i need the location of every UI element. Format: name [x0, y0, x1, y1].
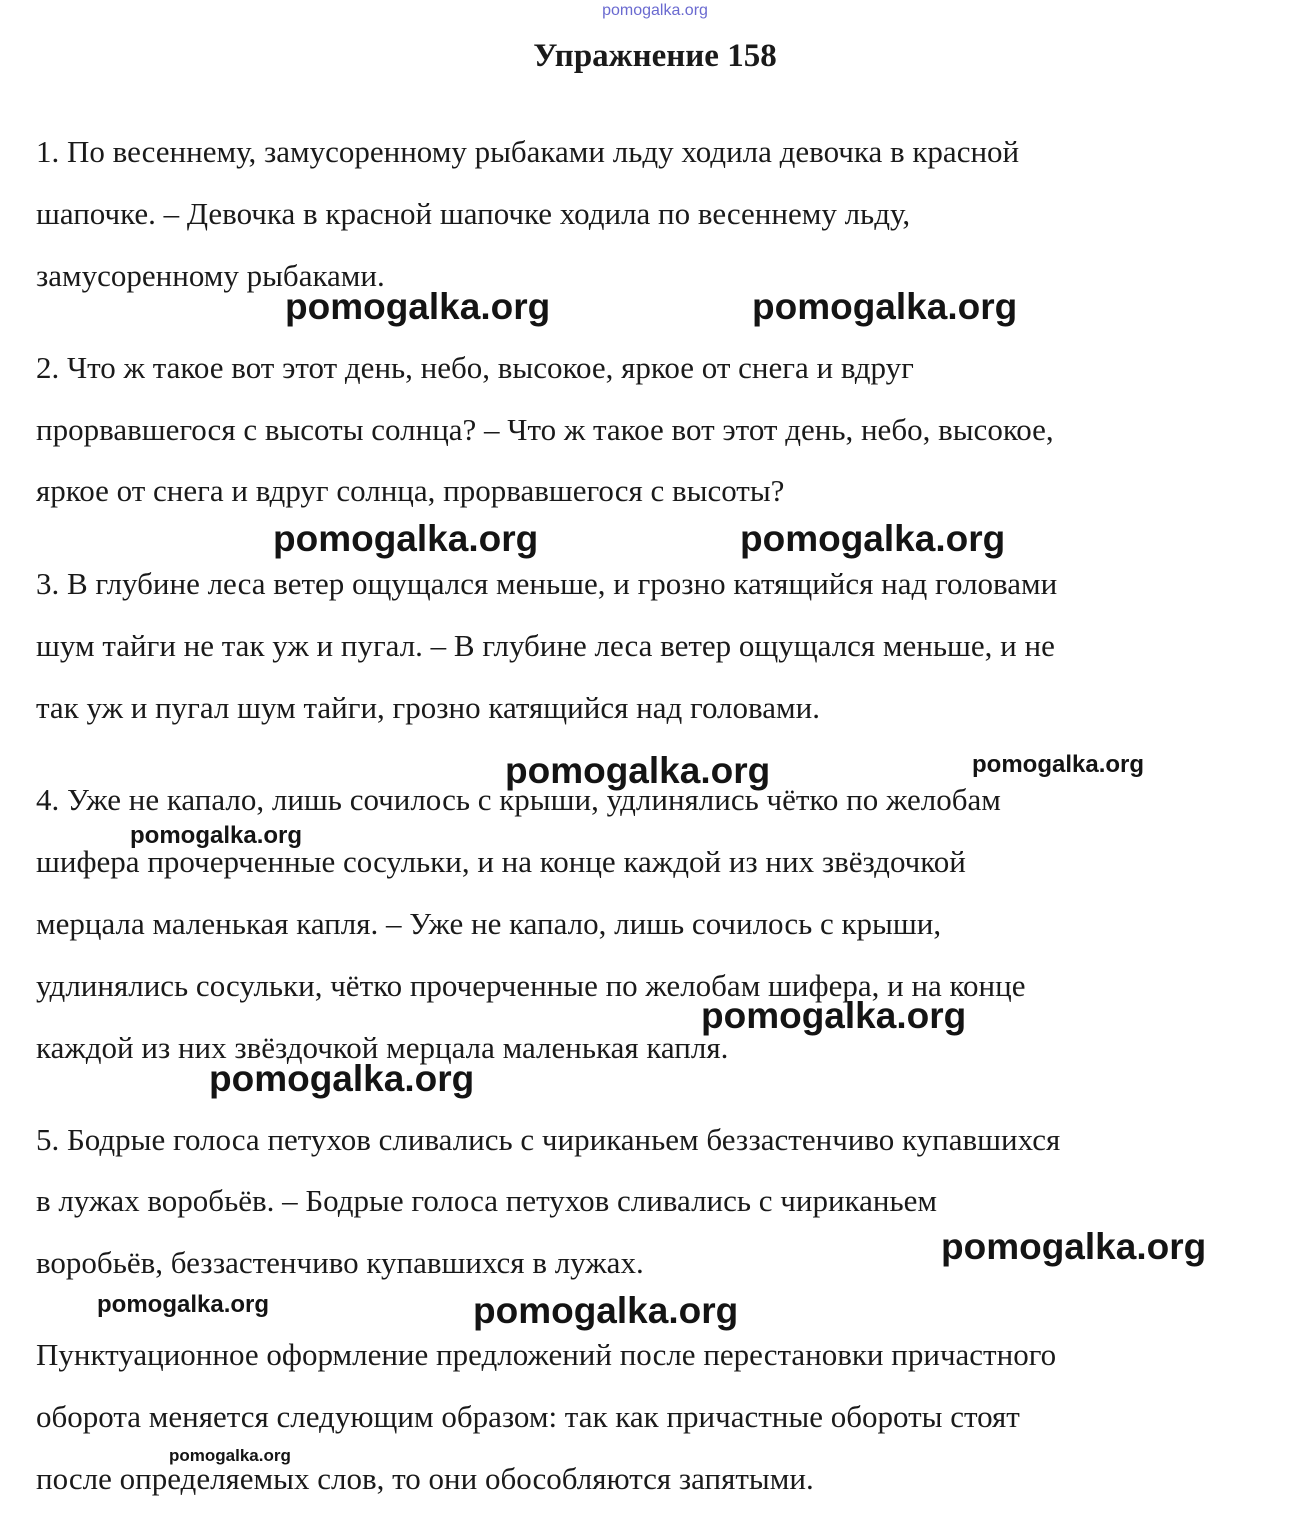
watermark: pomogalka.org [473, 1290, 739, 1331]
text-line: шапочке. – Девочка в красной шапочке ходила по весеннему льду, [36, 196, 911, 231]
text-line: яркое от снега и вдруг солнца, прорвавшегося с высоты? [36, 473, 785, 508]
text-line: оборота меняется следующим образом: так как причастные обороты стоят [36, 1399, 1020, 1434]
text-line: воробьёв, беззастенчиво купавшихся в лужах. [36, 1245, 644, 1280]
text-line: 3. В глубине леса ветер ощущался меньше, и грозно катящийся над головами [36, 566, 1058, 601]
page-title: Упражнение 158 [533, 38, 777, 74]
watermark: pomogalka.org [701, 995, 967, 1036]
watermark: pomogalka.org [505, 750, 771, 791]
text-line: 1. По весеннему, замусоренному рыбаками льду ходила девочка в красной [36, 134, 1020, 169]
text-line: мерцала маленькая капля. – Уже не капало, лишь сочилось с крыши, [36, 906, 942, 941]
text-line: шум тайги не так уж и пугал. – В глубине леса ветер ощущался меньше, и не [36, 628, 1055, 663]
text-line: в лужах воробьёв. – Бодрые голоса петухов сливались с чириканьем [36, 1183, 938, 1218]
watermark: pomogalka.org [285, 286, 551, 327]
watermark: pomogalka.org [209, 1058, 475, 1099]
text-line: 4. Уже не капало, лишь сочилось с крыши, удлинялись чётко по желобам [36, 782, 1001, 817]
text-line: шифера прочерченные сосульки, и на конце каждой из них звёздочкой [36, 844, 966, 879]
text-line: Пунктуационное оформление предложений после перестановки причастного [36, 1337, 1057, 1372]
text-line: так уж и пугал шум тайги, грозно катящийся над головами. [36, 690, 820, 725]
text-line: каждой из них звёздочкой мерцала маленькая капля. [36, 1030, 729, 1065]
text-line: 2. Что ж такое вот этот день, небо, высокое, яркое от снега и вдруг [36, 350, 914, 385]
text-line: после определяемых слов, то они обособляются запятыми. [36, 1461, 814, 1496]
watermark: pomogalka.org [169, 1446, 291, 1465]
watermark: pomogalka.org [273, 518, 539, 559]
text-line: замусоренному рыбаками. [36, 258, 385, 293]
text-line: прорвавшегося с высоты солнца? – Что ж такое вот этот день, небо, высокое, [36, 412, 1054, 447]
top-watermark: pomogalka.org [602, 2, 708, 19]
watermark: pomogalka.org [97, 1291, 270, 1318]
watermark: pomogalka.org [972, 751, 1145, 778]
watermark: pomogalka.org [130, 822, 303, 849]
watermark: pomogalka.org [752, 286, 1018, 327]
text-line: 5. Бодрые голоса петухов сливались с чириканьем беззастенчиво купавшихся [36, 1122, 1061, 1157]
watermark: pomogalka.org [941, 1226, 1207, 1267]
watermark: pomogalka.org [740, 518, 1006, 559]
text-line: удлинялись сосульки, чётко прочерченные по желобам шифера, и на конце [36, 968, 1026, 1003]
